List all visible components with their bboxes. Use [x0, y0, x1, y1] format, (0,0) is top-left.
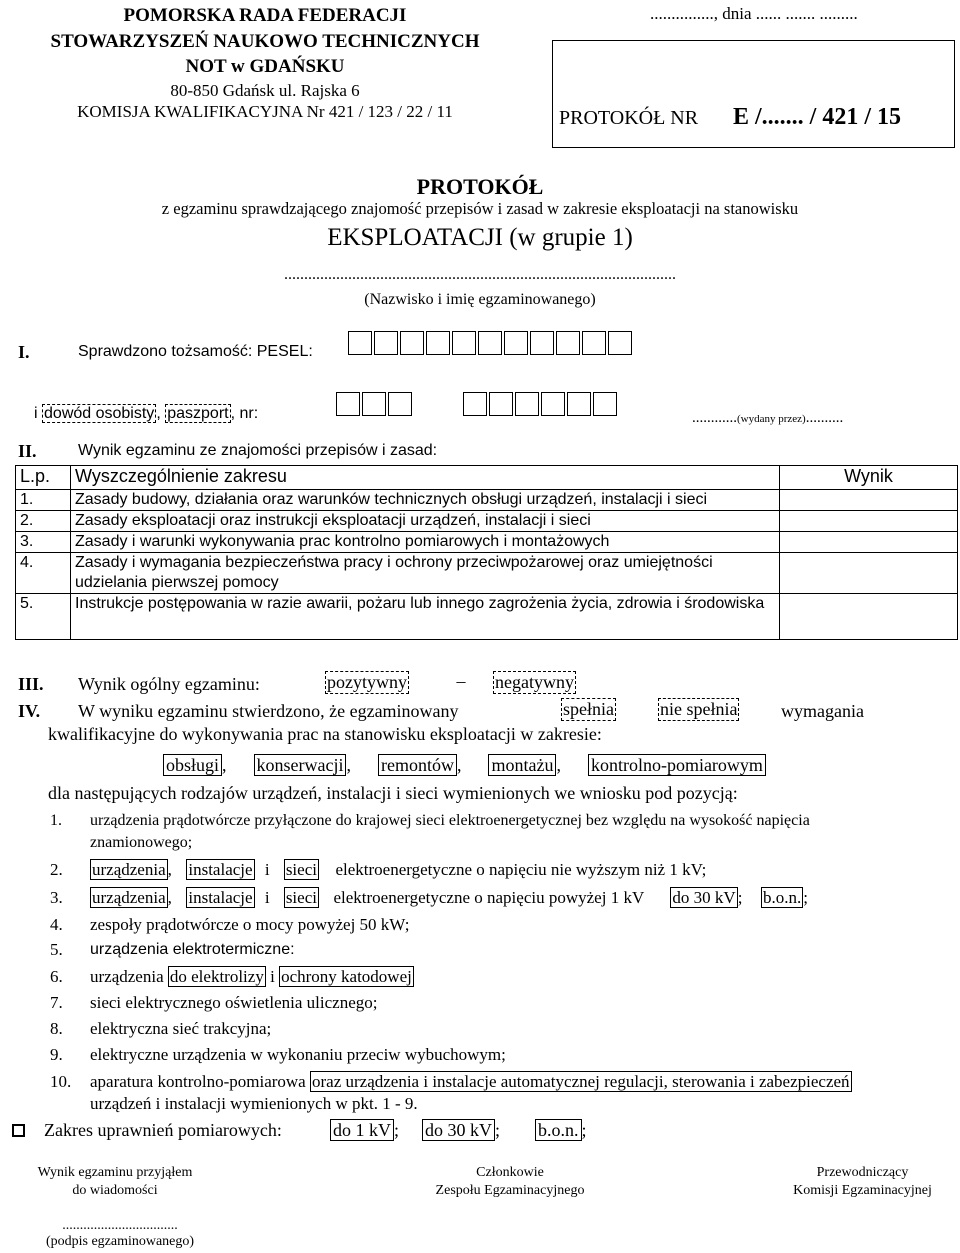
document-heading: PROTOKÓŁ	[416, 174, 544, 199]
results-table	[15, 465, 958, 640]
pesel-digit-box[interactable]	[478, 331, 502, 355]
row-result-cell[interactable]	[780, 511, 958, 532]
item10-number: 10.	[50, 1072, 72, 1091]
table-row	[16, 511, 958, 532]
id-number-box[interactable]	[463, 392, 487, 416]
scope-options	[163, 755, 766, 776]
conjunction: i	[270, 967, 275, 986]
pesel-boxes[interactable]	[348, 331, 634, 355]
pesel-digit-box[interactable]	[374, 331, 398, 355]
results-header-row	[16, 466, 958, 490]
measurement-30kv-option[interactable]: do 30 kV	[422, 1119, 495, 1141]
section3-number: III.	[18, 674, 44, 694]
item2-line: urządzenia , instalacje i sieci elektroenergetyczne o napięciu nie wyższym niż 1 kV;	[92, 860, 707, 879]
measurement-options	[330, 1120, 587, 1141]
col-lp-header: L.p.	[16, 466, 71, 490]
id-number-box[interactable]	[567, 392, 591, 416]
id-prefix: i	[34, 405, 38, 422]
item6-line	[90, 967, 414, 987]
item6-cathodic-option[interactable]: ochrony katodowej	[281, 967, 412, 986]
item2-text: elektroenergetyczne o napięciu nie wyższym niż 1 kV;	[335, 860, 707, 879]
signature-dots: .................................	[62, 1218, 178, 1233]
protocol-label: PROTOKÓŁ NR	[559, 107, 699, 129]
item1-text: urządzenia prądotwórcze przyłączone do krajowej sieci elektroenergetycznej bez względu na wysokość napięcia	[90, 812, 810, 829]
semicolon: ;	[803, 888, 808, 907]
measurement-label: Zakres uprawnień pomiarowych:	[44, 1120, 282, 1140]
section3-label: Wynik ogólny egzaminu:	[78, 674, 260, 694]
item2-installations-option[interactable]: instalacje	[188, 860, 253, 879]
semicolon: ;	[495, 1120, 501, 1140]
item10-automation-option[interactable]: oraz urządzenia i instalacje automatycznej regulacji, sterowania i zabezpieczeń	[311, 1072, 850, 1091]
item7-text: sieci elektrycznego oświetlenia ulicznego;	[90, 993, 378, 1012]
row-lp: 5.	[16, 594, 71, 640]
row-result-cell[interactable]	[780, 553, 958, 594]
scope-option-obslugi[interactable]: obsługi	[163, 754, 222, 776]
section4-text3: dla następujących rodzajów urządzeń, instalacji i sieci wymienionych we wniosku pod pozycją:	[48, 783, 738, 803]
scope-option-kontrolno-pomiarowym[interactable]: kontrolno-pomiarowym	[588, 754, 766, 776]
id-number-box[interactable]	[593, 392, 617, 416]
comma: ,	[456, 755, 462, 775]
col-result-header: Wynik	[780, 466, 958, 490]
item9-text: elektryczne urządzenia w wykonaniu przeciw wybuchowym;	[90, 1045, 506, 1064]
pesel-digit-box[interactable]	[348, 331, 372, 355]
section4-text2: kwalifikacyjne do wykonywania prac na stanowisku eksploatacji w zakresie:	[48, 724, 602, 744]
issued-caption: (wydany przez)	[737, 413, 806, 425]
pesel-digit-box[interactable]	[452, 331, 476, 355]
item6-text: urządzenia	[90, 967, 164, 986]
measurement-bon-option[interactable]: b.o.n.	[535, 1119, 582, 1141]
semicolon: ;	[581, 1120, 587, 1140]
row-result-cell[interactable]	[780, 594, 958, 640]
nr-label: , nr:	[230, 405, 259, 422]
pesel-digit-box[interactable]	[530, 331, 554, 355]
item3-bon-option[interactable]: b.o.n.	[762, 888, 802, 907]
id-series-box[interactable]	[388, 392, 412, 416]
item6-number: 6.	[50, 967, 63, 986]
item3-text: elektroenergetyczne o napięciu powyżej 1 kV	[333, 888, 644, 907]
requirements-word: wymagania	[781, 701, 864, 721]
sig-right-line2: Komisji Egzaminacyjnej	[793, 1183, 932, 1198]
pesel-digit-box[interactable]	[426, 331, 450, 355]
item2-number: 2.	[50, 860, 63, 879]
result-positive-option[interactable]: pozytywny	[327, 672, 407, 692]
section4-text1: W wyniku egzaminu stwierdzono, że egzaminowany	[78, 701, 459, 721]
row-text: Instrukcje postępowania w razie awarii, pożaru lub innego zagrożenia życia, zdrowia i środowiska	[71, 594, 780, 640]
result-dash: –	[456, 671, 466, 691]
item5-number: 5.	[50, 940, 63, 959]
item4-number: 4.	[50, 915, 63, 934]
id-number-box[interactable]	[541, 392, 565, 416]
issued-by	[692, 410, 843, 427]
group-title: EKSPLOATACJI (w grupie 1)	[327, 224, 633, 251]
col-scope-header: Wyszczególnienie zakresu	[71, 466, 780, 490]
pesel-digit-box[interactable]	[400, 331, 424, 355]
sig-mid-line2: Zespołu Egzaminacyjnego	[435, 1183, 585, 1198]
sig-left-line2: do wiadomości	[72, 1183, 158, 1198]
document-subtitle: z egzaminu sprawdzającego znajomość przepisów i zasad w zakresie eksploatacji na stanowisku	[161, 199, 799, 218]
row-lp: 4.	[16, 553, 71, 594]
not-meets-option[interactable]: nie spełnia	[660, 699, 738, 719]
item3-networks-option[interactable]: sieci	[285, 888, 317, 907]
sig-right-line1: Przewodniczący	[816, 1165, 909, 1180]
org-name-line3: NOT w GDAŃSKU	[185, 56, 345, 77]
issued-dots: ..........	[805, 410, 844, 426]
name-caption: (Nazwisko i imię egzaminowanego)	[364, 291, 596, 308]
item8-text: elektryczna sieć trakcyjna;	[90, 1019, 272, 1038]
id-number-box[interactable]	[489, 392, 513, 416]
id-series-box[interactable]	[336, 392, 360, 416]
scope-option-remontow[interactable]: remontów	[378, 754, 457, 776]
id-card-option[interactable]: dowód osobisty	[44, 405, 155, 422]
commission-number: KOMISJA KWALIFIKACYJNA Nr 421 / 123 / 22 / 11	[77, 102, 453, 121]
section2-label: Wynik egzaminu ze znajomości przepisów i zasad:	[78, 442, 438, 459]
item10-line	[90, 1072, 852, 1092]
semicolon: ;	[737, 888, 743, 907]
item3-number: 3.	[50, 888, 63, 907]
pesel-digit-box[interactable]	[582, 331, 606, 355]
row-text: Zasady i warunki wykonywania prac kontrolno pomiarowych i montażowych	[71, 532, 780, 553]
item1-number: 1.	[50, 812, 62, 829]
id-series-box[interactable]	[362, 392, 386, 416]
item6-electrolysis-option[interactable]: do elektrolizy	[169, 967, 264, 986]
measurement-1kv-option[interactable]: do 1 kV	[330, 1119, 394, 1141]
item4-text: zespoły prądotwórcze o mocy powyżej 50 kW;	[90, 915, 410, 934]
comma: ,	[556, 755, 561, 775]
item2-networks-option[interactable]: sieci	[285, 860, 317, 879]
item8-number: 8.	[50, 1019, 63, 1038]
item3-line: urządzenia , instalacje i sieci elektroenergetyczne o napięciu powyżej 1 kV do 30 kV ; b.o.n. ;	[92, 888, 808, 907]
item3-upto30kv-option[interactable]: do 30 kV	[672, 888, 736, 907]
pesel-digit-box[interactable]	[608, 331, 632, 355]
org-address: 80-850 Gdańsk ul. Rajska 6	[170, 81, 360, 100]
item7-number: 7.	[50, 993, 63, 1012]
row-lp: 1.	[16, 490, 71, 511]
table-row	[16, 553, 958, 594]
row-result-cell[interactable]	[780, 532, 958, 553]
section2-number: II.	[18, 441, 37, 461]
semicolon: ;	[394, 1120, 400, 1140]
comma: ,	[346, 755, 351, 775]
table-row	[16, 532, 958, 553]
id-number-box[interactable]	[515, 392, 539, 416]
name-dots: ..................................................................................................	[284, 266, 676, 283]
item1-cont: znamionowego;	[90, 834, 193, 851]
row-text: Zasady budowy, działania oraz warunków technicznych obsługi urządzeń, instalacji i sieci	[71, 490, 780, 511]
pesel-digit-box[interactable]	[504, 331, 528, 355]
item2-devices-option[interactable]: urządzenia	[92, 860, 166, 879]
result-negative-option[interactable]: negatywny	[495, 672, 574, 692]
section4-number: IV.	[18, 701, 41, 721]
id-number-boxes[interactable]	[463, 392, 619, 416]
conjunction: i	[264, 860, 270, 879]
scope-option-montazu[interactable]: montażu	[488, 754, 556, 776]
section1-number: I.	[18, 342, 30, 362]
row-text: Zasady i wymagania bezpieczeństwa pracy i ochrony przeciwpożarowej oraz umiejętności udzielania pierwszej pomocy	[71, 553, 780, 594]
row-text: Zasady eksploatacji oraz instrukcji eksploatacji urządzeń, instalacji i sieci	[71, 511, 780, 532]
meets-option[interactable]: spełnia	[563, 699, 614, 719]
item3-devices-option[interactable]: urządzenia	[92, 888, 166, 907]
item10-cont: urządzeń i instalacji wymienionych w pkt. 1 - 9.	[90, 1094, 418, 1113]
item9-number: 9.	[50, 1045, 63, 1064]
org-name-line2: STOWARZYSZEŃ NAUKOWO TECHNICZNYCH	[50, 31, 480, 52]
passport-option[interactable]: paszport	[167, 405, 229, 422]
issued-dots: ............	[692, 410, 737, 426]
date-line: ..............., dnia ...... ....... .........	[650, 4, 858, 23]
row-lp: 2.	[16, 511, 71, 532]
row-result-cell[interactable]	[780, 490, 958, 511]
conjunction: i	[264, 888, 270, 907]
row-lp: 3.	[16, 532, 71, 553]
item3-installations-option[interactable]: instalacje	[188, 888, 253, 907]
protocol-number-box	[552, 40, 955, 148]
table-row	[16, 594, 958, 640]
comma: ,	[156, 405, 161, 422]
signature-caption: (podpis egzaminowanego)	[45, 1234, 195, 1249]
sig-left-line1: Wynik egzaminu przyjąłem	[37, 1165, 193, 1180]
scope-option-konserwacji[interactable]: konserwacji	[254, 754, 347, 776]
table-row	[16, 490, 958, 511]
protocol-number: E /....... / 421 / 15	[733, 104, 902, 130]
checkbox-icon[interactable]	[12, 1124, 25, 1137]
comma: ,	[222, 755, 227, 775]
org-name-line1: POMORSKA RADA FEDERACJI	[123, 5, 407, 26]
id-series-boxes[interactable]	[336, 392, 414, 416]
pesel-digit-box[interactable]	[556, 331, 580, 355]
id-line	[34, 405, 258, 423]
sig-mid-line1: Członkowie	[476, 1165, 544, 1180]
item5-text: urządzenia elektrotermiczne:	[90, 941, 295, 958]
pesel-label: Sprawdzono tożsamość: PESEL:	[78, 343, 313, 360]
item10-text: aparatura kontrolno-pomiarowa	[90, 1072, 306, 1091]
